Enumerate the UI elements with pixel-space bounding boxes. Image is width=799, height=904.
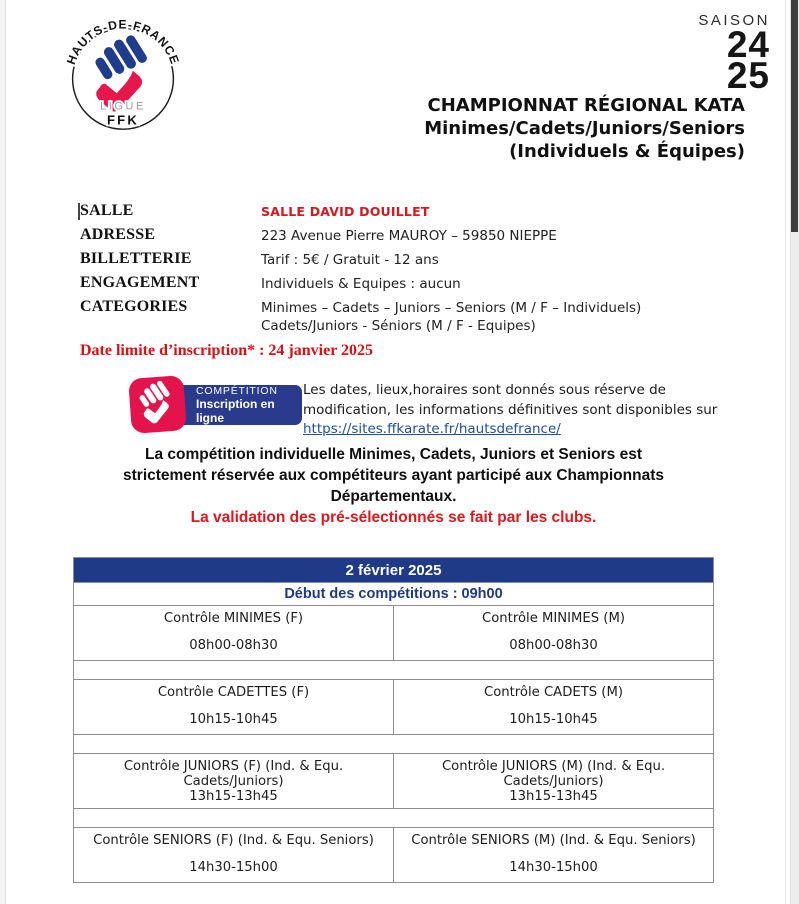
event-info: [80, 202, 725, 335]
info-row-salle: [80, 202, 725, 226]
svg-text:LIGUE: LIGUE: [100, 100, 146, 113]
event-name: Contrôle JUNIORS (M) (Ind. & Equ. Cadets/Juniors): [441, 759, 666, 789]
title-line-2: Minimes/Cadets/Juniors/Seniors: [424, 118, 745, 139]
table-row: [74, 828, 714, 883]
registration-badge-text: [172, 385, 302, 425]
spacer-row: [74, 661, 714, 680]
disclaimer-line-2: modification, les informations définitives sont disponibles sur: [303, 401, 718, 418]
validation-note: La validation des pré-sélectionnés se fait par les clubs.: [190, 509, 597, 526]
scrollbar-track[interactable]: [790, 0, 799, 904]
announcement-line-2: strictement réservée aux compétiteurs ayant participé aux Championnats: [123, 467, 664, 484]
event-name: Contrôle SENIORS (M) (Ind. & Equ. Seniors): [411, 833, 696, 848]
event-name: Contrôle SENIORS (F) (Ind. & Equ. Seniors): [93, 833, 374, 848]
info-row-billetterie: [80, 250, 725, 274]
info-value: Individuels & Equipes : aucun: [261, 276, 461, 292]
eligibility-announcement: [73, 444, 714, 528]
registration-deadline: Date limite d’inscription* : 24 janvier 2025: [80, 342, 374, 359]
info-value: Tarif : 5€ / Gratuit - 12 ans: [261, 252, 439, 268]
table-row: [74, 583, 714, 606]
table-row: [74, 680, 714, 735]
info-label: CATEGORIES: [80, 298, 188, 315]
season-year-bottom: 25: [726, 55, 770, 96]
event-time: 10h15-10h45: [509, 712, 598, 727]
event-name: Contrôle JUNIORS (F) (Ind. & Equ. Cadets/Juniors): [123, 759, 344, 789]
info-label: SALLE: [80, 202, 134, 219]
schedule-disclaimer: [303, 381, 733, 440]
ffk-fist-icon: [128, 375, 187, 434]
announcement-line-1: La compétition individuelle Minimes, Cadets, Juniors et Seniors est: [145, 446, 642, 463]
ligue-ffk-logo: [60, 4, 186, 150]
page-left-margin: [0, 0, 6, 904]
event-time: 08h00-08h30: [509, 638, 598, 653]
page-title: [424, 94, 745, 163]
title-line-3: (Individuels & Équipes): [509, 141, 745, 162]
schedule-cell: [74, 680, 394, 735]
text-cursor: [78, 203, 80, 220]
info-label: ADRESSE: [80, 226, 156, 243]
event-time: 14h30-15h00: [189, 860, 278, 875]
disclaimer-line-1: Les dates, lieux,horaires sont donnés sous réserve de: [303, 382, 666, 398]
karate-fist-logo-icon: [60, 4, 186, 150]
start-time-row: Début des compétitions : 09h00: [74, 583, 714, 606]
announcement-line-3: Départementaux.: [330, 488, 457, 505]
season-label: SAISON: [698, 12, 770, 29]
schedule-cell: [394, 754, 714, 809]
table-row: [74, 606, 714, 661]
event-time: 14h30-15h00: [509, 860, 598, 875]
event-name: Contrôle CADETS (M): [484, 685, 623, 700]
event-time: 13h15-13h45: [509, 789, 598, 804]
info-label: BILLETTERIE: [80, 250, 192, 267]
online-registration-badge[interactable]: [130, 377, 302, 433]
table-row: [74, 735, 714, 754]
badge-inscription-label: Inscription en ligne: [196, 397, 275, 425]
event-time: 10h15-10h45: [189, 712, 278, 727]
info-row-adresse: [80, 226, 725, 250]
season-year-top: 24: [726, 24, 770, 65]
schedule-cell: [74, 606, 394, 661]
event-time: 08h00-08h30: [189, 638, 278, 653]
spacer-row: [74, 809, 714, 828]
spacer-row: [74, 735, 714, 754]
categories-line-2: Cadets/Juniors - Séniors (M / F - Equipes): [261, 318, 536, 334]
svg-text:FFK: FFK: [106, 112, 140, 128]
info-value: SALLE DAVID DOUILLET: [261, 204, 430, 219]
table-row: [74, 558, 714, 583]
schedule-cell: [74, 828, 394, 883]
event-name: Contrôle MINIMES (M): [482, 611, 625, 626]
table-row: [74, 754, 714, 809]
info-value: [261, 298, 641, 335]
schedule-cell: [394, 828, 714, 883]
info-value: 223 Avenue Pierre MAUROY – 59850 NIEPPE: [261, 228, 557, 244]
info-label: ENGAGEMENT: [80, 274, 200, 291]
event-name: Contrôle CADETTES (F): [157, 685, 310, 700]
svg-text:HAUTS-DE-FRANCE: HAUTS-DE-FRANCE: [63, 17, 183, 67]
schedule-cell: [394, 606, 714, 661]
info-row-categories: [80, 298, 725, 335]
table-row: [74, 809, 714, 828]
event-time: 13h15-13h45: [189, 789, 278, 804]
page-right-edge: [785, 0, 786, 904]
badge-competition-label: COMPÉTITION: [196, 385, 278, 397]
schedule-cell: [394, 680, 714, 735]
scrollbar-thumb[interactable]: [791, 0, 798, 232]
schedule-cell: [74, 754, 394, 809]
ffkarate-link[interactable]: https://sites.ffkarate.fr/hautsdefrance/: [303, 421, 561, 437]
season-badge: [698, 12, 770, 96]
table-row: [74, 661, 714, 680]
title-line-1: CHAMPIONNAT RÉGIONAL KATA: [427, 95, 745, 116]
info-row-engagement: [80, 274, 725, 298]
event-name: Contrôle MINIMES (F): [163, 611, 304, 626]
competition-schedule-table: [73, 557, 714, 883]
date-header: 2 février 2025: [74, 558, 714, 583]
categories-line-1: Minimes – Cadets – Juniors – Seniors (M / F – Individuels): [261, 300, 642, 316]
